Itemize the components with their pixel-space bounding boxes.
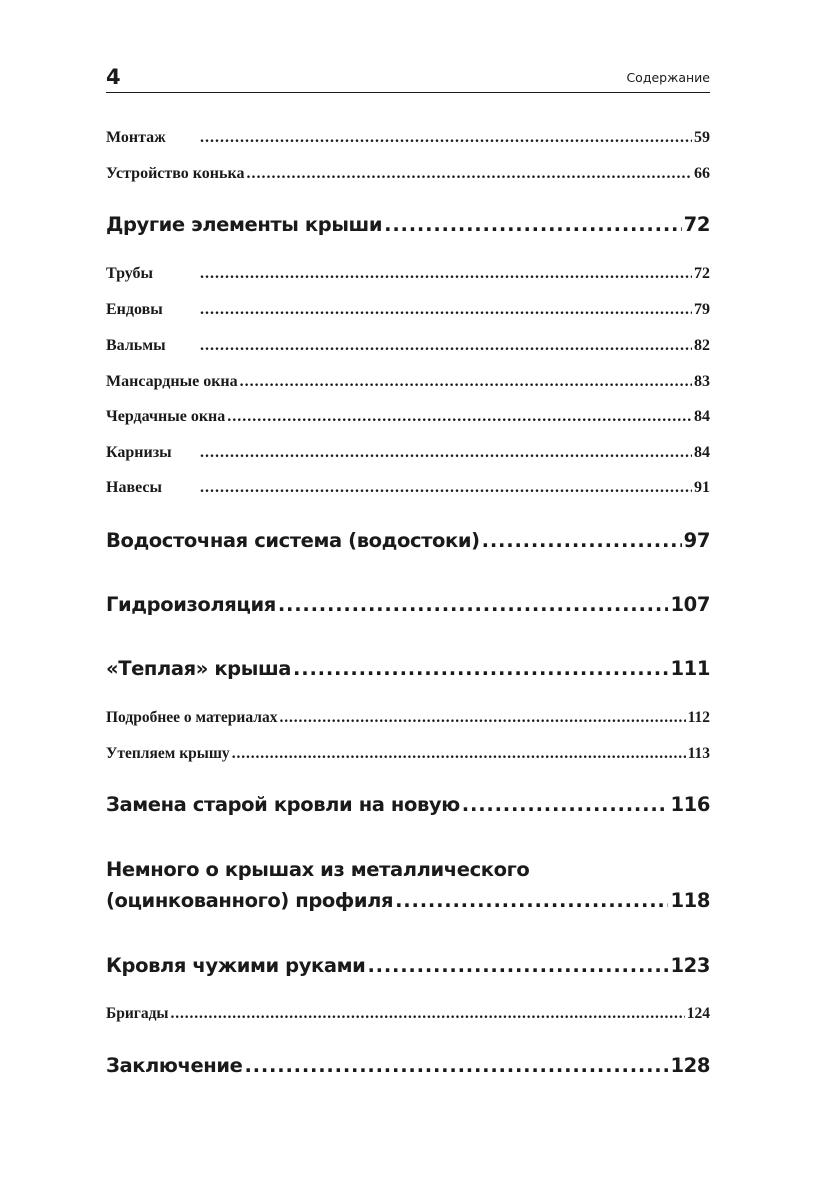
toc-entry[interactable] (106, 371, 710, 393)
toc-chapter-label: Гидроизоляция (106, 593, 276, 616)
dot-leader (395, 887, 668, 915)
toc-entry-page: 113 (687, 745, 710, 762)
toc-entry-page: 66 (694, 165, 710, 182)
toc-entry-label: Ендовы (106, 301, 163, 318)
dot-leader (171, 1003, 685, 1025)
toc-chapter[interactable] (106, 655, 710, 683)
toc-chapter[interactable] (106, 211, 710, 239)
toc-chapter-label: Водосточная система (водостоки) (106, 529, 480, 552)
toc-entry[interactable] (106, 477, 710, 499)
toc-entry-label: Бригады (106, 1005, 169, 1022)
toc-entry-label: Мансардные окна (106, 373, 238, 390)
toc-chapter-page: 128 (670, 1054, 710, 1077)
toc-entry[interactable] (106, 335, 710, 357)
toc-entry[interactable] (106, 163, 710, 185)
toc-chapter-page: 107 (670, 593, 710, 616)
dot-leader (384, 211, 682, 239)
toc-chapter[interactable] (106, 791, 710, 819)
toc-chapter-label: Замена старой кровли на новую (106, 793, 460, 816)
running-header (106, 64, 710, 93)
toc-entry-label: Монтаж (106, 129, 166, 146)
dot-leader (293, 655, 668, 683)
toc-chapter[interactable] (106, 887, 710, 915)
dot-leader (240, 371, 692, 393)
dot-leader (279, 707, 685, 729)
toc-chapter-page: 118 (670, 889, 710, 912)
toc-entry[interactable] (106, 442, 710, 464)
dot-leader (200, 442, 692, 464)
toc-chapter-page: 116 (670, 793, 710, 816)
toc-entry-page: 72 (694, 265, 710, 282)
toc-entry-label: Навесы (106, 479, 162, 496)
dot-leader (482, 527, 682, 555)
toc-entry-label: Карнизы (106, 444, 172, 461)
toc-entry-label: Устройство конька (106, 165, 245, 182)
toc-entry[interactable] (106, 263, 710, 285)
dot-leader (200, 299, 692, 321)
toc-chapter-label: (оцинкованного) профиля (106, 889, 394, 912)
toc-chapter-label-line1[interactable]: Немного о крышах из металлического (106, 858, 530, 881)
toc-entry-label: Чердачные окна (106, 408, 226, 425)
dot-leader (200, 335, 692, 357)
toc-entry-page: 82 (694, 337, 710, 354)
toc-entry-page: 84 (694, 408, 710, 425)
dot-leader (200, 127, 692, 149)
toc-chapter-label: Другие элементы крыши (106, 213, 383, 236)
toc-chapter[interactable] (106, 591, 710, 619)
toc-chapter-page: 97 (683, 529, 710, 552)
toc-entry-page: 112 (687, 709, 710, 726)
toc-chapter-page: 123 (670, 954, 710, 977)
toc-entry[interactable] (106, 406, 710, 428)
toc-entry-label: Утепляем крышу (106, 745, 230, 762)
toc-entry-label: Трубы (106, 265, 154, 282)
toc-entry-page: 84 (694, 444, 710, 461)
dot-leader (227, 406, 692, 428)
dot-leader (462, 791, 669, 819)
page-number: 4 (106, 65, 121, 89)
toc-entry-page: 79 (694, 301, 710, 318)
dot-leader (200, 477, 692, 499)
toc-entry[interactable] (106, 299, 710, 321)
toc-chapter-page: 111 (670, 657, 710, 680)
dot-leader (200, 263, 692, 285)
toc-entry-label: Вальмы (106, 337, 166, 354)
toc-chapter[interactable] (106, 952, 710, 980)
toc-entry-label: Подробнее о материалах (106, 709, 278, 726)
toc-entry-page: 124 (686, 1005, 710, 1022)
toc-chapter[interactable] (106, 527, 710, 555)
toc-entry[interactable] (106, 1003, 710, 1025)
toc-entry[interactable] (106, 743, 710, 765)
dot-leader (246, 163, 692, 185)
section-title: Содержание (626, 70, 710, 85)
dot-leader (232, 743, 686, 765)
toc-chapter-label: Кровля чужими руками (106, 954, 366, 977)
dot-leader (244, 1052, 668, 1080)
dot-leader (278, 591, 669, 619)
toc-chapter-label: Заключение (106, 1054, 243, 1077)
dot-leader (367, 952, 668, 980)
toc-entry[interactable] (106, 127, 710, 149)
toc-entry[interactable] (106, 707, 710, 729)
toc-entry-page: 91 (694, 479, 710, 496)
toc-chapter-page: 72 (683, 213, 710, 236)
toc-chapter[interactable] (106, 1052, 710, 1080)
toc-chapter-label: «Теплая» крыша (106, 657, 292, 680)
toc-entry-page: 83 (694, 373, 710, 390)
toc-entry-page: 59 (694, 129, 710, 146)
